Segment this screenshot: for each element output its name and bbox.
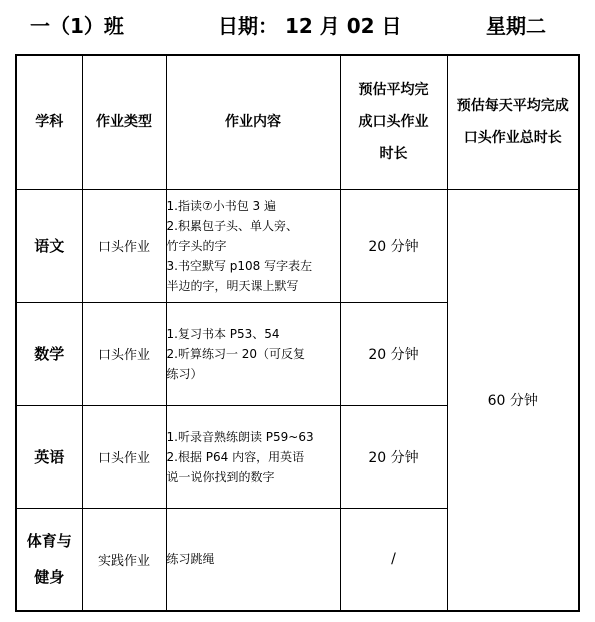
homework-table: [15, 54, 580, 612]
type-cell: 口头作业: [82, 405, 166, 508]
col-header-subject: 学科: [16, 55, 82, 189]
type-cell: 口头作业: [82, 189, 166, 302]
duration-cell: 20 分钟: [340, 302, 447, 405]
content-line: 练习跳绳: [166, 552, 215, 567]
content-cell: [166, 405, 340, 508]
table-row: [16, 189, 579, 302]
col-header-daily-total-line2: 口头作业总时长: [463, 130, 562, 147]
content-line: 2.听算练习一 20（可反复: [166, 346, 306, 361]
duration-cell: 20 分钟: [340, 189, 447, 302]
content-line: 说一说你找到的数字: [166, 469, 275, 484]
duration-cell: 20 分钟: [340, 405, 447, 508]
subject-cell: 英语: [16, 405, 82, 508]
col-header-est-time-line2: 成口头作业: [358, 114, 429, 131]
subject-cell: 数学: [16, 302, 82, 405]
type-cell: 口头作业: [82, 302, 166, 405]
col-header-est-time: [340, 55, 447, 189]
col-header-daily-total: [447, 55, 579, 189]
table-header-row: [16, 55, 579, 189]
page-header: [0, 0, 595, 50]
content-line: 2.根据 P64 内容，用英语: [166, 449, 305, 464]
subject-line: 体育与: [26, 532, 72, 551]
date-label: 日期： 12 月 02 日: [218, 14, 402, 38]
content-line: 3.书空默写 p108 写字表左: [166, 258, 313, 273]
subject-cell: 语文: [16, 189, 82, 302]
duration-cell: /: [340, 508, 447, 611]
col-header-daily-total-line1: 预估每天平均完成: [456, 98, 569, 115]
content-line: 1.听录音熟练朗读 P59~63: [166, 429, 314, 444]
content-line: 1.指读⑦小书包 3 遍: [166, 198, 276, 213]
col-header-content: 作业内容: [166, 55, 340, 189]
content-cell: [166, 508, 340, 611]
col-header-type: 作业类型: [82, 55, 166, 189]
content-line: 1.复习书本 P53、54: [166, 326, 280, 341]
content-line: 竹字头的字: [166, 238, 227, 253]
col-header-est-time-line1: 预估平均完: [358, 82, 429, 99]
content-cell: [166, 189, 340, 302]
content-cell: [166, 302, 340, 405]
class-name: 一（1）班: [30, 14, 124, 38]
subject-cell: [16, 508, 82, 611]
subject-line: 健身: [34, 568, 65, 587]
content-line: 半边的字，明天课上默写: [166, 278, 299, 293]
content-line: 2.积累包子头、单人旁、: [166, 218, 298, 233]
daily-total-cell: 60 分钟: [447, 189, 579, 611]
type-cell: 实践作业: [82, 508, 166, 611]
content-line: 练习）: [166, 366, 203, 381]
weekday-label: 星期二: [486, 14, 546, 38]
col-header-est-time-line3: 时长: [379, 146, 408, 163]
